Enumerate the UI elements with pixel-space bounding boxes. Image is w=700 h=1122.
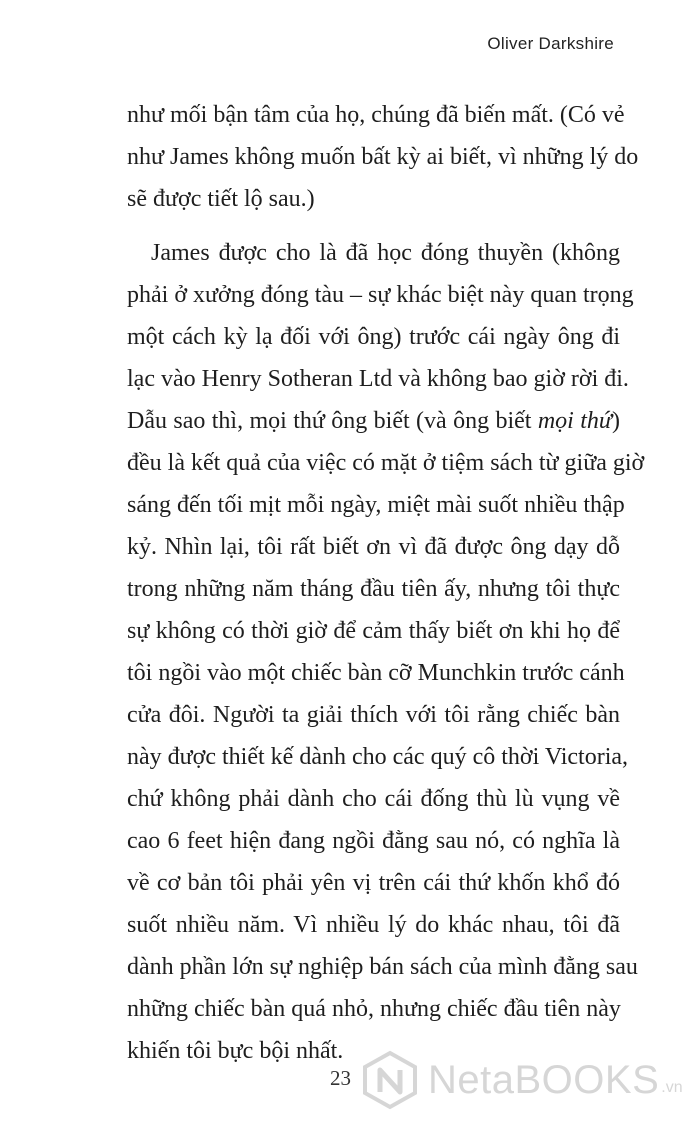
watermark: [360, 1045, 690, 1115]
page-number: 23: [330, 1066, 351, 1090]
text-line: phải ở xưởng đóng tàu – sự khác biệt này quan trọng: [127, 282, 634, 308]
text-line: lạc vào Henry Sotheran Ltd và không bao giờ rời đi.: [127, 366, 629, 392]
text-line: những chiếc bàn quá nhỏ, nhưng chiếc đầu tiên này: [127, 996, 621, 1022]
text-segment: ): [612, 408, 620, 434]
text-line-with-emphasis: [127, 400, 620, 442]
netabooks-logo-icon: [360, 1050, 420, 1110]
text-line: đều là kết quả của việc có mặt ở tiệm sách từ giữa giờ: [127, 450, 645, 476]
text-line: này được thiết kế dành cho các quý cô thời Victoria,: [127, 744, 629, 770]
text-line: sự không có thời giờ để cảm thấy biết ơn khi họ để: [127, 618, 620, 644]
watermark-suffix: .vn: [661, 1079, 683, 1096]
body-text: [127, 94, 645, 1072]
text-line: về cơ bản tôi phải yên vị trên cái thứ khốn khổ đó: [127, 870, 620, 896]
text-line: suốt nhiều năm. Vì nhiều lý do khác nhau, tôi đã: [127, 912, 620, 938]
text-line: tôi ngồi vào một chiếc bàn cỡ Munchkin trước cánh: [127, 660, 625, 686]
emphasis-text: mọi thứ: [537, 408, 612, 434]
text-line: một cách kỳ lạ đối với ông) trước cái ngày ông đi: [127, 324, 620, 350]
text-line: chứ không phải dành cho cái đống thù lù vụng về: [127, 786, 620, 812]
running-header: Oliver Darkshire: [487, 34, 614, 53]
text-line: cao 6 feet hiện đang ngồi đằng sau nó, có nghĩa là: [127, 828, 620, 854]
text-line: sáng đến tối mịt mỗi ngày, miệt mài suốt nhiều thập: [127, 492, 625, 518]
text-line: kỷ. Nhìn lại, tôi rất biết ơn vì đã được ông dạy dỗ: [127, 534, 620, 560]
text-line: như James không muốn bất kỳ ai biết, vì những lý do: [127, 144, 639, 170]
text-line: sẽ được tiết lộ sau.): [127, 186, 315, 212]
paragraph-1: [127, 94, 639, 220]
text-line: James được cho là đã học đóng thuyền (không: [151, 240, 620, 266]
text-line: khiến tôi bực bội nhất.: [127, 1038, 344, 1064]
text-line: trong những năm tháng đầu tiên ấy, nhưng tôi thực: [127, 576, 620, 602]
text-line: như mối bận tâm của họ, chúng đã biến mất. (Có vẻ: [127, 102, 625, 128]
text-segment: Dẫu sao thì, mọi thứ ông biết (và ông biết: [127, 408, 538, 434]
text-line: cửa đôi. Người ta giải thích với tôi rằng chiếc bàn: [127, 702, 620, 728]
text-line: dành phần lớn sự nghiệp bán sách của mình đằng sau: [127, 954, 638, 980]
watermark-brand: NetaBOOKS: [428, 1057, 660, 1102]
paragraph-2: [127, 232, 645, 1072]
